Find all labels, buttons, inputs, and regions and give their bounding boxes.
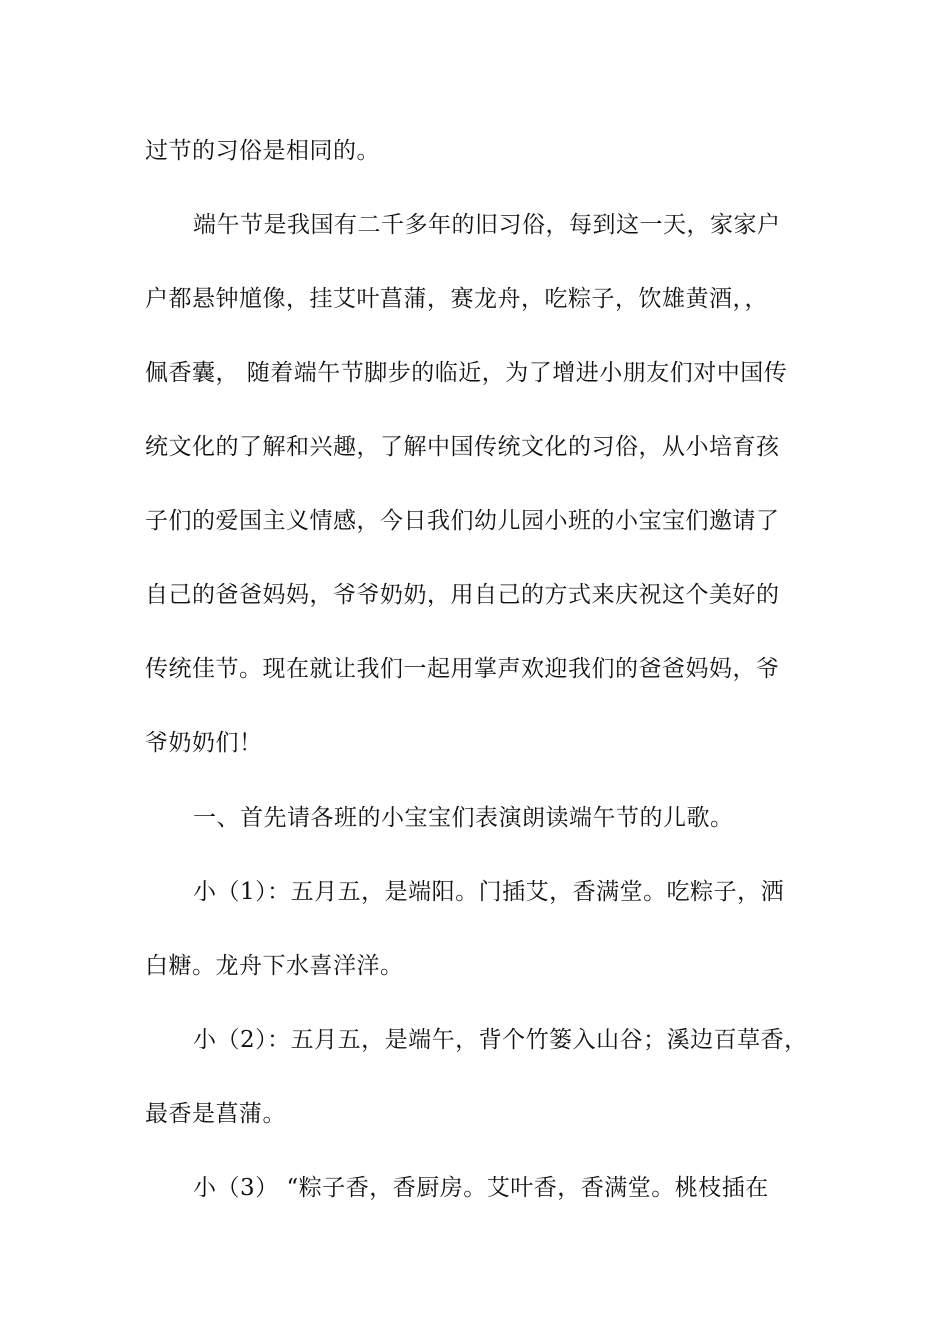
text-line-7: 自己的爸爸妈妈，爷爷奶奶，用自己的方式来庆祝这个美好的 <box>145 582 780 608</box>
text-line-6: 子们的爱国主义情感，今日我们幼儿园小班的小宝宝们邀请了 <box>145 508 780 534</box>
text-line-11: 小（1）：五月五，是端阳。门插艾，香满堂。吃粽子，洒 <box>193 879 785 905</box>
text-line-13: 小（2）：五月五，是端午，背个竹篓入山谷；溪边百草香， <box>193 1027 808 1053</box>
text-line-12: 白糖。龙舟下水喜洋洋。 <box>145 953 404 979</box>
text-line-1: 过节的习俗是相同的。 <box>145 138 380 164</box>
text-line-5: 统文化的了解和兴趣，了解中国传统文化的习俗，从小培育孩 <box>145 434 780 460</box>
text-line-2: 端午节是我国有二千多年的旧习俗，每到这一天，家家户 <box>193 212 781 238</box>
text-line-3: 户都悬钟馗像，挂艾叶菖蒲，赛龙舟，吃粽子，饮雄黄酒，， <box>145 286 768 312</box>
text-line-15: 小（3） “粽子香，香厨房。艾叶香，香满堂。桃枝插在 <box>193 1175 769 1201</box>
text-line-10: 一、首先请各班的小宝宝们表演朗读端午节的儿歌。 <box>193 805 734 831</box>
text-line-14: 最香是菖蒲。 <box>145 1101 286 1127</box>
text-line-9: 爷奶奶们！ <box>145 730 263 756</box>
text-line-4: 佩香囊， 随着端午节脚步的临近，为了增进小朋友们对中国传 <box>145 360 788 386</box>
text-line-8: 传统佳节。现在就让我们一起用掌声欢迎我们的爸爸妈妈，爷 <box>145 656 780 682</box>
